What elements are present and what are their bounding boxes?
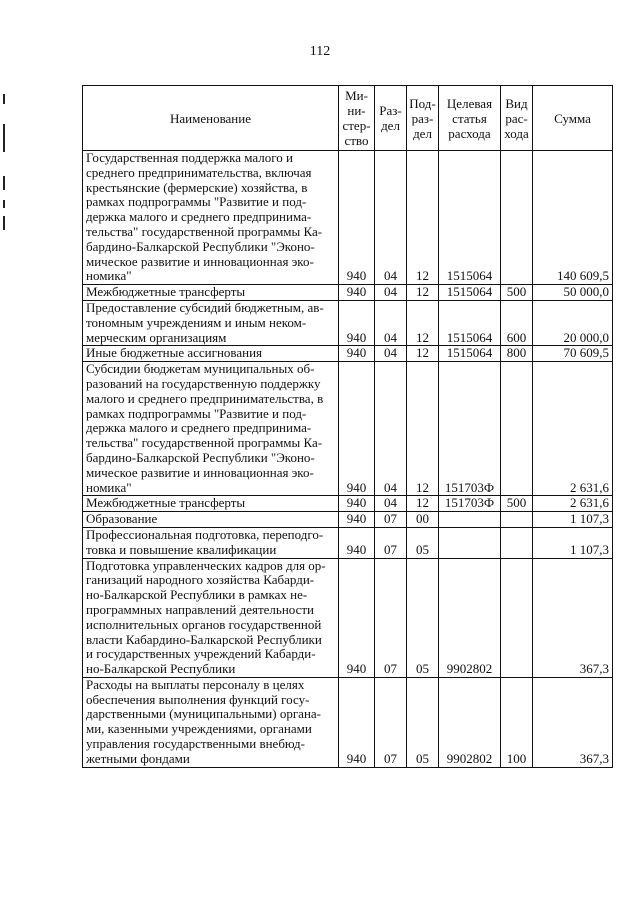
cell-kind: 800 [501,346,533,362]
cell-name: Профессиональная подготовка, переподго- товка и повышение квалификации [83,527,339,558]
cell-kind: 500 [501,496,533,512]
table-row [83,300,613,345]
cell-ministry: 940 [339,558,375,677]
cell-ministry: 940 [339,362,375,496]
cell-target: 1515064 [439,300,501,345]
cell-name: Межбюджетные трансферты [83,285,339,301]
table-row [83,151,613,285]
column-header-kind: Вид рас- хода [501,86,533,151]
column-header-sum: Сумма [533,86,613,151]
budget-table [82,85,613,768]
cell-target: 1515064 [439,285,501,301]
cell-subsection: 12 [407,346,439,362]
cell-sum: 1 107,3 [533,527,613,558]
cell-subsection: 12 [407,285,439,301]
column-header-ministry: Ми- ни- стер- ство [339,86,375,151]
cell-section: 07 [375,512,407,528]
table-row [83,285,613,301]
table-row [83,512,613,528]
table-row [83,346,613,362]
cell-section: 04 [375,496,407,512]
cell-subsection: 05 [407,527,439,558]
cell-ministry: 940 [339,527,375,558]
cell-name: Межбюджетные трансферты [83,496,339,512]
cell-subsection: 05 [407,677,439,767]
cell-ministry: 940 [339,496,375,512]
cell-name: Государственная поддержка малого и среднего предпринимательства, включая крестьянские (фермерские) хозяйства, в рамках подпрограммы "Развитие и под- держка малого и среднего предпринима- тельства" государственной программы Ка- бардино-Балкарской Республики "Эконо- мическое развитие и инновационная эко- номика" [83,151,339,285]
cell-name: Расходы на выплаты персоналу в целях обеспечения выполнения функций госу- дарственными (муниципальными) органа- ми, казенными учреждениями, органами управления государственными внебюд- жетными фондами [83,677,339,767]
cell-name: Предоставление субсидий бюджетным, ав- тономным учреждениям и иным неком- мерческим организациям [83,300,339,345]
scan-mark [3,94,5,104]
cell-kind [501,512,533,528]
cell-ministry: 940 [339,151,375,285]
cell-subsection: 12 [407,300,439,345]
table-row [83,362,613,496]
cell-sum: 367,3 [533,677,613,767]
cell-section: 04 [375,362,407,496]
cell-subsection: 12 [407,151,439,285]
cell-target: 9902802 [439,558,501,677]
cell-subsection: 05 [407,558,439,677]
cell-sum: 2 631,6 [533,496,613,512]
cell-name: Образование [83,512,339,528]
cell-kind: 600 [501,300,533,345]
cell-target: 9902802 [439,677,501,767]
cell-section: 07 [375,558,407,677]
cell-section: 07 [375,527,407,558]
cell-target: 1515064 [439,346,501,362]
cell-name: Субсидии бюджетам муниципальных об- разований на государственную поддержку малого и среднего предпринимательства, в рамках подпрограммы "Развитие и под- держка малого и среднего предпринима- тельства" государственной программы Ка- бардино-Балкарской Республики "Эконо- мическое развитие и инновационная эко- номика" [83,362,339,496]
cell-section: 07 [375,677,407,767]
cell-sum: 1 107,3 [533,512,613,528]
page-number: 112 [309,44,331,59]
cell-target: 151703Ф [439,496,501,512]
scan-mark [3,200,5,208]
cell-kind: 500 [501,285,533,301]
cell-target [439,512,501,528]
cell-ministry: 940 [339,285,375,301]
cell-sum: 140 609,5 [533,151,613,285]
cell-sum: 20 000,0 [533,300,613,345]
cell-ministry: 940 [339,346,375,362]
cell-kind [501,362,533,496]
cell-subsection: 12 [407,362,439,496]
table-row [83,527,613,558]
cell-sum: 367,3 [533,558,613,677]
cell-name: Иные бюджетные ассигнования [83,346,339,362]
column-header-section: Раз- дел [375,86,407,151]
scan-mark [3,216,5,230]
cell-kind [501,558,533,677]
column-header-subsection: Под- раз- дел [407,86,439,151]
scan-mark [3,176,5,190]
table-row [83,496,613,512]
cell-target: 151703Ф [439,362,501,496]
cell-sum: 2 631,6 [533,362,613,496]
cell-kind [501,527,533,558]
cell-sum: 70 609,5 [533,346,613,362]
table-header-row [83,86,613,151]
cell-target [439,527,501,558]
column-header-target: Целевая статья расхода [439,86,501,151]
cell-name: Подготовка управленческих кадров для ор- ганизаций народного хозяйства Кабарди- но-Балкарской Республики в рамках не- программных направлений деятельности исполнительных органов государственной власти Кабардино-Балкарской Республики и государственных учреждений Кабарди- но-Балкарской Республики [83,558,339,677]
cell-kind [501,151,533,285]
cell-ministry: 940 [339,512,375,528]
cell-sum: 50 000,0 [533,285,613,301]
cell-section: 04 [375,285,407,301]
cell-section: 04 [375,151,407,285]
table-row [83,677,613,767]
cell-kind: 100 [501,677,533,767]
cell-subsection: 12 [407,496,439,512]
scan-mark [3,124,5,152]
cell-ministry: 940 [339,677,375,767]
cell-section: 04 [375,300,407,345]
cell-target: 1515064 [439,151,501,285]
column-header-name: Наименование [83,86,339,151]
cell-ministry: 940 [339,300,375,345]
cell-section: 04 [375,346,407,362]
table-row [83,558,613,677]
cell-subsection: 00 [407,512,439,528]
